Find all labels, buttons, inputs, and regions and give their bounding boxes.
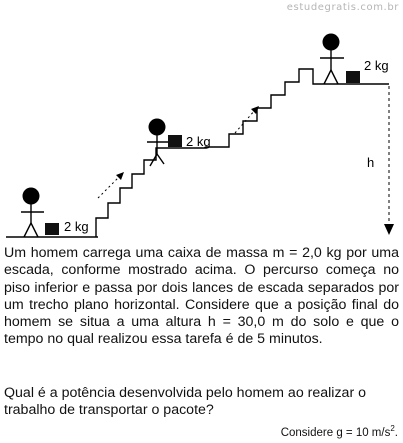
gravity-note <box>281 424 398 439</box>
problem-question: Qual é a potência desenvolvida pelo homem ao realizar o trabalho de transportar o pacote? <box>4 385 367 419</box>
gravity-note-text: Considere g = 10 m/s <box>280 426 391 439</box>
height-label: h <box>367 155 375 170</box>
man-bottom <box>21 188 44 238</box>
height-arrow-head <box>384 224 394 235</box>
gravity-note-exponent: 2 <box>390 424 395 433</box>
box-middle <box>168 135 182 147</box>
box-bottom <box>45 223 59 235</box>
man-top <box>320 34 344 85</box>
mass-label-middle: 2 kg <box>186 134 211 149</box>
man-middle <box>147 119 168 167</box>
movement-arrow-1 <box>98 176 120 198</box>
box-top <box>346 71 360 83</box>
gravity-note-end: . <box>394 426 398 439</box>
staircase-outline <box>96 69 389 237</box>
problem-statement: Um homem carrega uma caixa de massa m = 2,0 kg por uma escada, conforme mostrado acima. O percurso começa no piso inferior e passa por dois lances de escada separados por um trecho plano horizontal. Considere que a posição final do homem se situa a uma altura h = 30,0 m do solo e que o tempo no qual realizou essa tarefa é de 5 minutos. <box>4 245 399 348</box>
watermark: estudegratis.com.br <box>286 2 399 13</box>
mass-label-bottom: 2 kg <box>64 219 89 234</box>
mass-label-top: 2 kg <box>364 58 389 73</box>
